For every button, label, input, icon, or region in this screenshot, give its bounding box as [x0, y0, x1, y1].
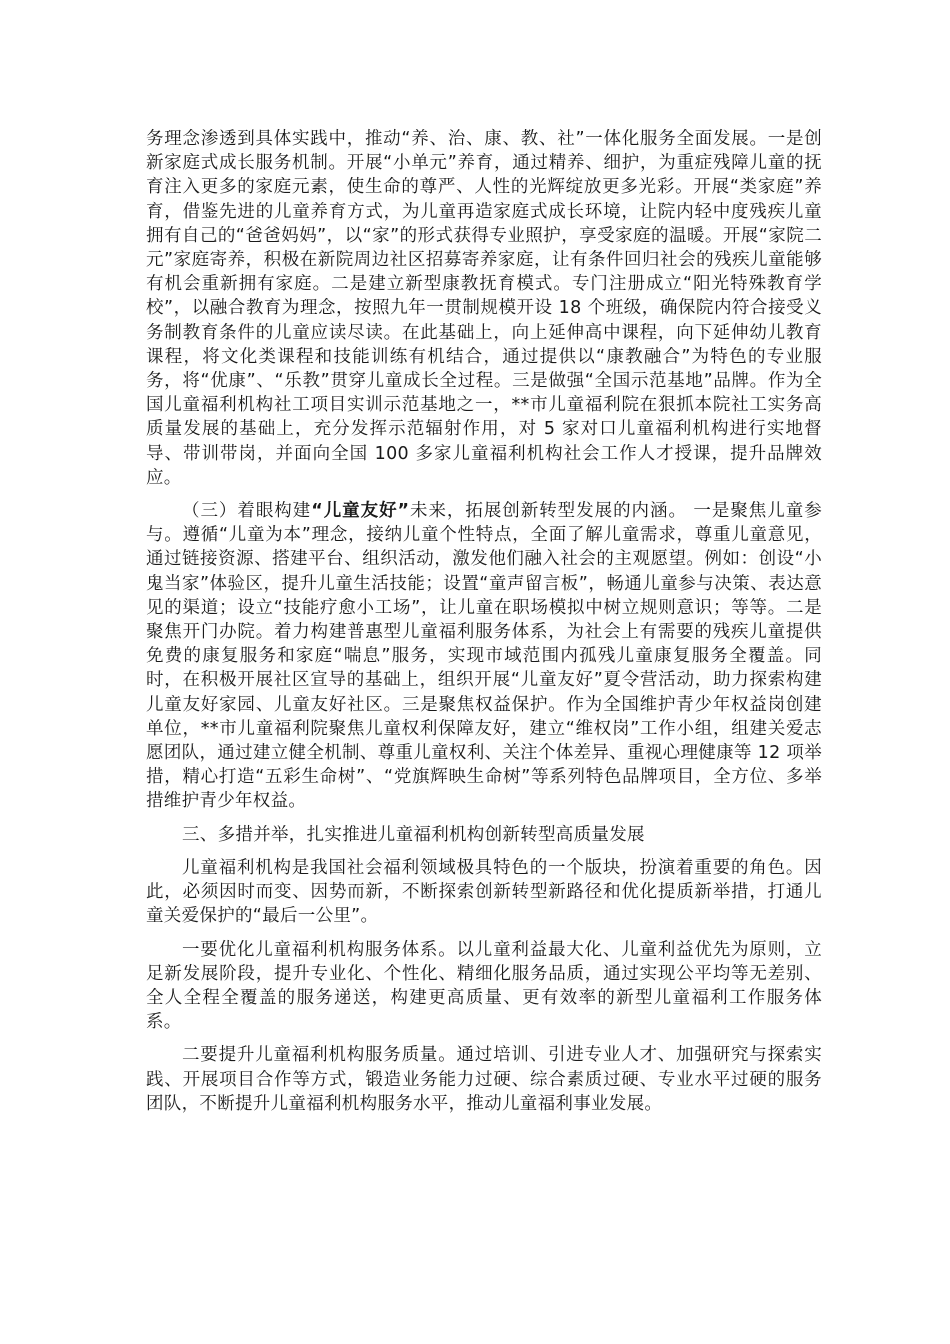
- paragraph-child-friendly-future: [146, 499, 822, 814]
- paragraph-improve-service-quality: 二要提升儿童福利机构服务质量。通过培训、引进专业人才、加强研究与探索实践、开展项目合作等方式，锻造业务能力过硬、综合素质过硬、专业水平过硬的服务团队，不断提升儿童福利机构服务水平，推动儿童福利事业发展。: [146, 1045, 822, 1114]
- section-title-measures: 三、多措并举，扎实推进儿童福利机构创新转型高质量发展: [182, 824, 645, 845]
- paragraph-practice-continuation: 务理念渗透到具体实践中，推动“养、治、康、教、社”一体化服务全面发展。一是创新家庭式成长服务机制。开展“小单元”养育，通过精养、细护，为重症残障儿童的抚育注入更多的家庭元素，使生命的尊严、人性的光辉绽放更多光彩。开展“类家庭”养育，借鉴先进的儿童养育方式，为儿童再造家庭式成长环境，让院内轻中度残疾儿童拥有自己的“爸爸妈妈”，以“家”的形式获得专业照护，享受家庭的温暖。开展“家院二元”家庭寄养，积极在新院周边社区招募寄养家庭，让有条件回归社会的残疾儿童能够有机会重新拥有家庭。二是建立新型康教抚育模式。专门注册成立“阳光特殊教育学校”，以融合教育为理念，按照九年一贯制规模开设 18 个班级，确保院内符合接受义务制教育条件的儿童应读尽读。在此基础上，向上延伸高中课程，向下延伸幼儿教育课程，将文化类课程和技能训练有机结合，通过提供以“康教融合”为特色的专业服务，将“优康”、“乐教”贯穿儿童成长全过程。三是做强“全国示范基地”品牌。作为全国儿童福利机构社工项目实训示范基地之一，**市儿童福利院在狠抓本院社工实务高质量发展的基础上，充分发挥示范辐射作用，对 5 家对口儿童福利机构进行实地督导、带训带岗，并面向全国 100 多家儿童福利机构社会工作人才授课，提升品牌效应。: [146, 129, 822, 488]
- paragraph-optimize-service-system: 一要优化儿童福利机构服务体系。以儿童利益最大化、儿童利益优先为原则，立足新发展阶段，提升专业化、个性化、精细化服务品质，通过实现公平均等无差别、全人全程全覆盖的服务递送，构建更高质量、更有效率的新型儿童福利工作服务体系。: [146, 939, 822, 1033]
- section-heading-prefix: （三）着眼构建: [182, 501, 312, 522]
- paragraph-welfare-role: 儿童福利机构是我国社会福利领域极具特色的一个版块，扮演着重要的角色。因此，必须因时而变、因势而新，不断探索创新转型新路径和优化提质新举措，打通儿童关爱保护的“最后一公里”。: [146, 857, 822, 927]
- document-body: [146, 127, 822, 1116]
- section-heading-keyword: “儿童友好”: [311, 501, 410, 522]
- paragraph-child-friendly-body: 未来，拓展创新转型发展的内涵。 一是聚焦儿童参与。遵循“儿童为本”理念，接纳儿童个性特点，全面了解儿童需求，尊重儿童意见，通过链接资源、搭建平台、组织活动，激发他们融入社会的主观愿望。例如：创设“小鬼当家”体验区，提升儿童生活技能；设置“童声留言板”，畅通儿童参与决策、表达意见的渠道；设立“技能疗愈小工场”，让儿童在职场模拟中树立规则意识；等等。二是聚焦开门办院。着力构建普惠型儿童福利服务体系，为社会上有需要的残疾儿童提供免费的康复服务和家庭“喘息”服务，实现市域范围内孤残儿童康复服务全覆盖。同时，在积极开展社区宣导的基础上，组织开展“儿童友好”夏令营活动，助力探索构建儿童友好家园、儿童友好社区。三是聚焦权益保护。作为全国维护青少年权益岗创建单位，**市儿童福利院聚焦儿童权利保障友好，建立“维权岗”工作小组，组建关爱志愿团队，通过建立健全机制、尊重儿童权利、关注个体差异、重视心理健康等 12 项举措，精心打造“五彩生命树”、“党旗辉映生命树”等系列特色品牌项目，全方位、多举措维护青少年权益。: [146, 501, 822, 812]
